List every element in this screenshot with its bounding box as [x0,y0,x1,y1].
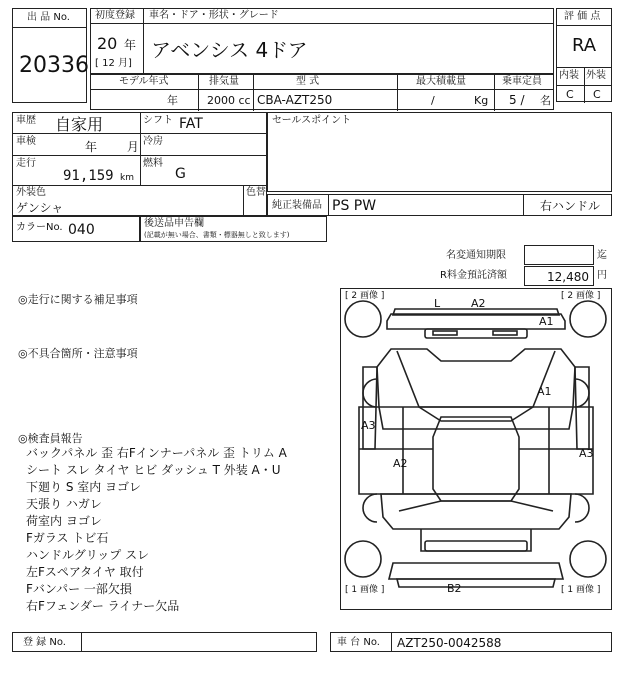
mileage-unit: km [120,173,134,183]
max-load-unit: Kg [474,94,489,107]
displacement: 2000 cc [207,94,251,107]
license-area [425,541,527,551]
inspection-label: 車検 [16,136,36,147]
side-panels [359,407,593,494]
model-year-unit: 年 [167,94,178,107]
hood-line [397,351,555,407]
report-line: 下廻り S 室内 ヨゴレ [26,480,142,494]
type-label: 型 式 [296,76,320,87]
rear-deck [421,529,531,551]
reg-no-label: 登 録 No. [23,637,66,648]
color-no: 040 [68,222,95,238]
rear-bumper [389,563,563,579]
color-no-label: カラーNo. [16,222,63,233]
inspector-report-label: ◎検査員報告 [18,432,83,445]
lot-number-box [12,8,87,103]
reg-year: 20 [97,34,118,53]
color-change-label: 色替 [246,187,266,198]
ac-label: 冷房 [143,136,163,147]
color-no-box [12,216,140,242]
model-year-label: モデル年式 [119,76,169,87]
car-outline-svg [341,289,611,609]
max-load-sep: / [431,94,435,107]
damage-mark-a2-left-door: A2 [393,457,408,470]
lot-number-label: 出 品 No. [27,12,70,23]
capacity-unit: 名 [540,94,551,107]
wheel-rear-left [345,541,381,577]
damage-mark-a3-left: A3 [361,419,376,432]
cowl-line [419,407,533,421]
mileage: 91,159 [63,168,114,184]
defects-label: ◎不具合箇所・注意事項 [18,347,138,360]
chassis-number: AZT250-0042588 [397,636,502,650]
report-line: 右Fフェンダー ライナー欠品 [26,599,180,613]
damage-mark-a1-fender: A1 [537,385,552,398]
deadline-field [524,245,594,265]
driving-notes-label: ◎走行に関する補足事項 [18,293,138,306]
fog-light-left [433,331,457,335]
photo-label-bl: [ 1 画像 ] [345,585,385,595]
wheel-rear-right [570,541,606,577]
report-line: 左Fスペアタイヤ 取付 [26,565,144,579]
reg-month: [ 12 月] [95,58,132,69]
fog-light-right [493,331,517,335]
chassis-label: 車 台 No. [337,637,380,648]
lot-number: 20336 [19,53,89,78]
recycle-field [524,266,594,286]
reg-no-box [12,632,317,652]
shift: FAT [179,116,203,132]
body-rear-section [381,494,571,529]
report-line: 天張り ハガレ [26,497,102,511]
damage-diagram [340,288,612,610]
exterior-grade: C [593,88,601,101]
capacity: 5 / [509,93,525,107]
grade-label: 評 価 点 [564,11,601,22]
fuel: G [175,166,186,182]
steering: 右ハンドル [540,199,601,213]
front-wheel-arch-right [575,379,589,407]
damage-mark-l: L [434,297,441,310]
wheel-front-right [570,301,606,337]
displacement-label: 排気量 [209,76,239,87]
car-name: アベンシス 4ドア [151,38,308,62]
grade-box [556,8,612,102]
front-wheel-arch-left [363,379,377,407]
damage-mark-a3-right: A3 [579,447,594,460]
details-left [12,112,267,216]
recycle-value: 12,480 [547,270,589,284]
post-docs-note: (記載が無い場合、書類・標器無しと致します) [144,231,290,239]
first-reg-label: 初度登録 [95,10,135,21]
rear-wheel-arch-right [575,494,589,522]
equipment-label: 純正装備品 [272,200,322,211]
photo-label-tr: [ 2 画像 ] [561,291,601,301]
rear-bumper-lower [397,579,555,587]
exterior-label: 外装 [586,70,606,81]
report-line: バックパネル 歪 右Fインナーパネル 歪 トリム A [26,446,287,460]
wheel-front-left [345,301,381,337]
capacity-label: 乗車定員 [502,76,542,87]
color-label: 外装色 [16,187,46,198]
chassis-box [330,632,612,652]
rear-wheel-arch-left [363,494,377,522]
report-line: 荷室内 ヨゴレ [26,514,102,528]
photo-label-br: [ 1 画像 ] [561,585,601,595]
post-docs-box [140,216,327,242]
color: ゲンシャ [16,201,64,215]
fuel-label: 燃料 [143,158,163,169]
car-name-label: 車名・ドア・形状・グレード [149,10,279,21]
interior-grade: C [566,88,574,101]
inspection: 年 月 [85,140,139,154]
post-docs-label: 後送品申告欄 [144,218,204,229]
equipment: PS PW [332,198,377,214]
sales-point-label: セールスポイント [272,115,352,126]
equipment-box [267,194,612,216]
model-type: CBA-AZT250 [257,93,333,107]
history-label: 車歴 [16,115,36,126]
max-load-label: 最大積載量 [416,76,466,87]
recycle-unit: 円 [597,270,607,281]
mileage-label: 走行 [16,158,36,169]
sales-point-box [267,112,612,192]
grade: RA [572,35,597,56]
deadline-label: 名変通知期限 [446,250,506,261]
damage-mark-a1-bumper: A1 [539,315,554,328]
photo-label-tl: [ 2 画像 ] [345,291,385,301]
reg-year-unit: 年 [124,38,137,52]
interior-label: 内装 [559,70,579,81]
shift-label: シフト [143,115,173,126]
report-line: Fバンパー 一部欠損 [26,582,132,596]
inspector-report [26,447,326,617]
car-name-box [90,8,554,74]
report-line: シート スレ タイヤ ヒビ ダッシュ T 外装 A・U [26,463,281,477]
damage-mark-a2-top: A2 [471,297,486,310]
spec-row [90,74,554,110]
report-line: ハンドルグリップ スレ [26,548,150,562]
report-line: Fガラス トビ石 [26,531,109,545]
history: 自家用 [55,115,104,134]
damage-mark-b2-rear: B2 [447,582,462,595]
deadline-unit: 迄 [597,250,607,261]
recycle-label: R料金預託済額 [440,270,507,281]
trunk-line [399,501,553,511]
